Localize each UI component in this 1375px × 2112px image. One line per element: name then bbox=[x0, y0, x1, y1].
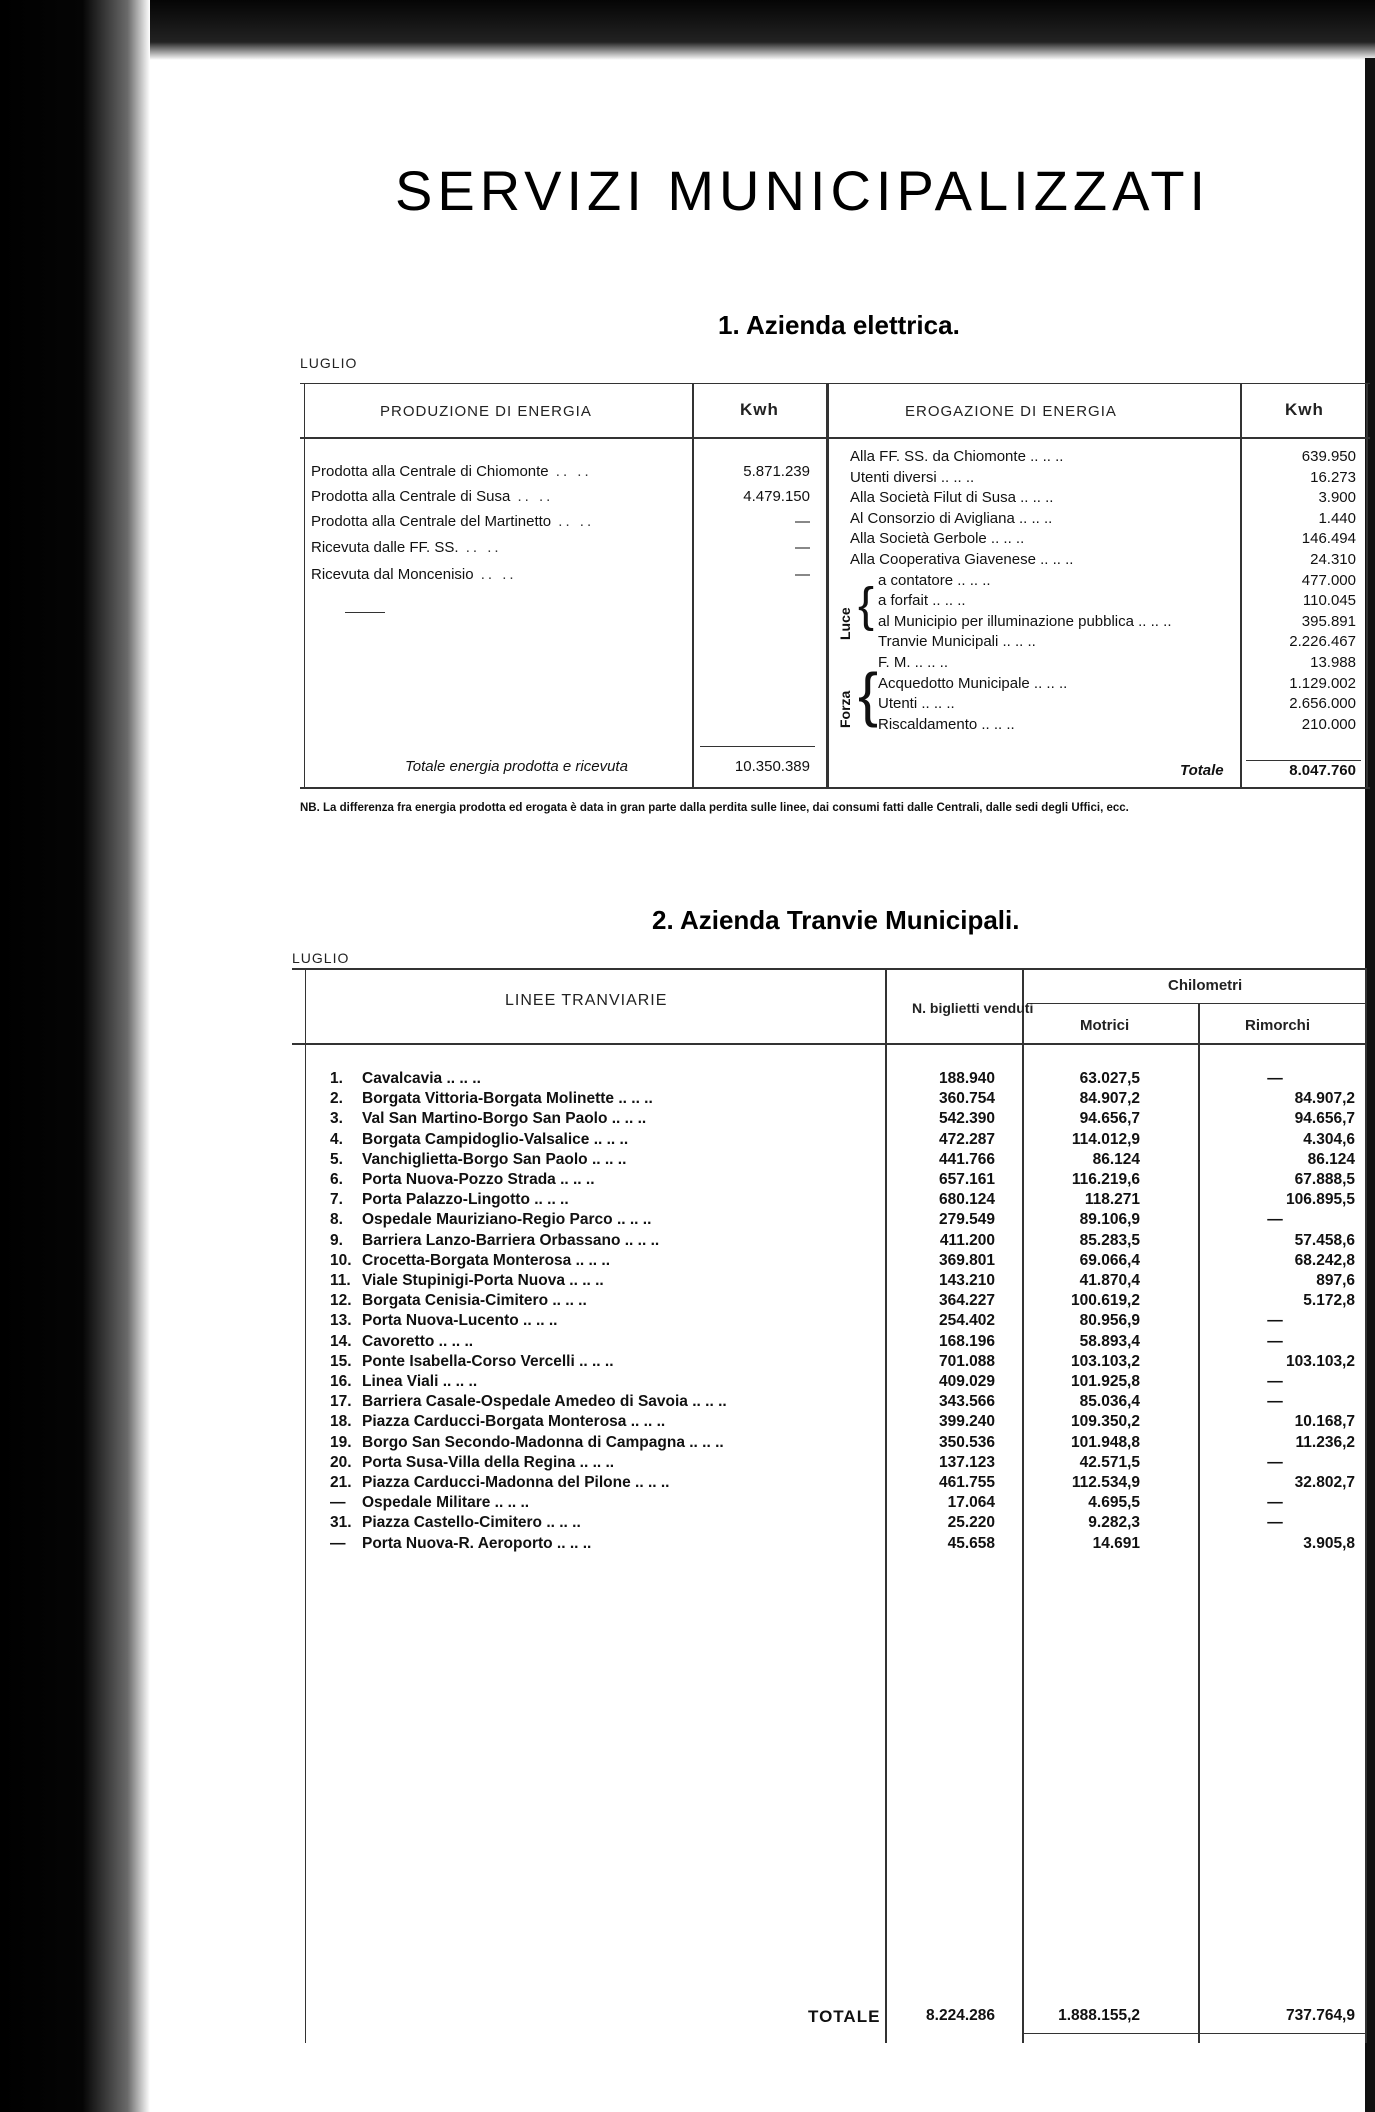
tram-row-motrici: 114.012,9 bbox=[1071, 1131, 1140, 1148]
distribution-total-value: 8.047.760 bbox=[1289, 762, 1356, 779]
tram-row-number: 31. bbox=[330, 1514, 352, 1531]
production-row-value: 4.479.150 bbox=[743, 488, 810, 505]
tram-row-tickets: 441.766 bbox=[938, 1151, 995, 1168]
tram-row-number: 19. bbox=[330, 1434, 352, 1451]
distribution-row-label: Utenti diversi .. .. .. bbox=[850, 469, 975, 486]
tram-row-motrici: 109.350,2 bbox=[1071, 1413, 1140, 1430]
tram-row-name: Borgata Cenisia-Cimitero .. .. .. bbox=[362, 1292, 587, 1309]
tram-row-rimorchi: 32.802,7 bbox=[1294, 1474, 1355, 1491]
section2-title: 2. Azienda Tranvie Municipali. bbox=[652, 905, 1020, 935]
tram-row-motrici: 101.925,8 bbox=[1071, 1373, 1140, 1390]
tram-row-name: Porta Susa-Villa della Regina .. .. .. bbox=[362, 1454, 615, 1471]
distribution-header: EROGAZIONE DI ENERGIA bbox=[905, 403, 1117, 420]
tram-row-number: 14. bbox=[330, 1333, 352, 1350]
tram-row-name: Piazza Carducci-Madonna del Pilone .. .. .. bbox=[362, 1474, 670, 1491]
distribution-row-label: Utenti .. .. .. bbox=[878, 695, 955, 712]
group-label-forza: Forza bbox=[837, 690, 853, 728]
tram-row-name: Porta Nuova-Lucento .. .. .. bbox=[362, 1312, 558, 1329]
tram-row-tickets: 143.210 bbox=[938, 1272, 995, 1289]
tram-total-motrici: 1.888.155,2 bbox=[1058, 2007, 1140, 2024]
tram-row-number: 8. bbox=[330, 1211, 343, 1228]
tram-row-tickets: 350.536 bbox=[938, 1434, 995, 1451]
tram-row-number: 3. bbox=[330, 1110, 343, 1127]
tram-row-motrici: 63.027,5 bbox=[1079, 1070, 1140, 1087]
tram-row-motrici: 42.571,5 bbox=[1079, 1454, 1140, 1471]
tram-row-number: 6. bbox=[330, 1171, 343, 1188]
tram-row-motrici: 94.656,7 bbox=[1079, 1110, 1140, 1127]
tram-row-tickets: 411.200 bbox=[939, 1232, 995, 1249]
tram-row-number: 11. bbox=[330, 1272, 351, 1289]
tram-row-rimorchi: 67.888,5 bbox=[1294, 1171, 1355, 1188]
tram-row-motrici: 58.893,4 bbox=[1079, 1333, 1140, 1350]
production-row-label: Ricevuta dal Moncenisio .. .. bbox=[311, 566, 517, 583]
tram-row-number: 16. bbox=[330, 1373, 352, 1390]
tram-row-tickets: 542.390 bbox=[938, 1110, 995, 1127]
production-total-label: Totale energia prodotta e ricevuta bbox=[405, 758, 628, 775]
tram-row-rimorchi: 897,6 bbox=[1316, 1272, 1355, 1289]
tram-row-name: Vanchiglietta-Borgo San Paolo .. .. .. bbox=[362, 1151, 627, 1168]
section1-month: LUGLIO bbox=[300, 355, 358, 371]
tram-total-rimorchi: 737.764,9 bbox=[1286, 2007, 1355, 2024]
production-row-value: — bbox=[795, 539, 810, 556]
distribution-row-label: Alla Società Gerbole .. .. .. bbox=[850, 530, 1025, 547]
distribution-row-label: Tranvie Municipali .. .. .. bbox=[878, 633, 1036, 650]
tram-row-name: Ponte Isabella-Corso Vercelli .. .. .. bbox=[362, 1353, 614, 1370]
production-row-value: — bbox=[795, 566, 810, 583]
distribution-row-value: 2.226.467 bbox=[1289, 633, 1356, 650]
tram-row-number: 18. bbox=[330, 1413, 352, 1430]
tram-row-motrici: 118.271 bbox=[1084, 1191, 1140, 1208]
tram-row-motrici: 85.036,4 bbox=[1079, 1393, 1140, 1410]
production-unit: Kwh bbox=[740, 400, 779, 419]
tram-row-rimorchi: 94.656,7 bbox=[1294, 1110, 1355, 1127]
tram-row-rimorchi: — bbox=[1267, 1211, 1283, 1228]
distribution-row-value: 639.950 bbox=[1301, 448, 1356, 465]
tram-row-tickets: 279.549 bbox=[938, 1211, 995, 1228]
tram-row-number: 5. bbox=[330, 1151, 343, 1168]
tram-row-tickets: 369.801 bbox=[938, 1252, 995, 1269]
tram-row-rimorchi: 84.907,2 bbox=[1294, 1090, 1355, 1107]
tram-row-name: Porta Nuova-Pozzo Strada .. .. .. bbox=[362, 1171, 595, 1188]
tram-row-tickets: 472.287 bbox=[938, 1131, 995, 1148]
tram-row-name: Barriera Casale-Ospedale Amedeo di Savoia .. .. .. bbox=[362, 1393, 727, 1410]
section2-month: LUGLIO bbox=[292, 950, 350, 966]
section1-title: 1. Azienda elettrica. bbox=[718, 310, 960, 340]
tram-row-name: Val San Martino-Borgo San Paolo .. .. .. bbox=[362, 1110, 647, 1127]
tram-row-number: 9. bbox=[330, 1232, 343, 1249]
tram-row-rimorchi: — bbox=[1267, 1333, 1283, 1350]
distribution-row-label: F. M. .. .. .. bbox=[878, 654, 949, 671]
distribution-row-label: Alla Società Filut di Susa .. .. .. bbox=[850, 489, 1054, 506]
tram-row-rimorchi: — bbox=[1267, 1514, 1283, 1531]
distribution-row-value: 146.494 bbox=[1301, 530, 1356, 547]
tram-row-tickets: 360.754 bbox=[938, 1090, 995, 1107]
tram-row-name: Ospedale Mauriziano-Regio Parco .. .. .. bbox=[362, 1211, 652, 1228]
tram-row-tickets: 45.658 bbox=[947, 1535, 995, 1552]
tram-row-number: — bbox=[330, 1535, 346, 1552]
distribution-row-value: 110.045 bbox=[1302, 592, 1356, 609]
distribution-row-value: 477.000 bbox=[1301, 572, 1356, 589]
tram-row-rimorchi: — bbox=[1267, 1070, 1283, 1087]
tram-row-rimorchi: 5.172,8 bbox=[1303, 1292, 1355, 1309]
tram-row-rimorchi: 3.905,8 bbox=[1303, 1535, 1355, 1552]
tram-header-tickets: N. biglietti venduti bbox=[912, 1000, 1034, 1016]
tram-row-motrici: 100.619,2 bbox=[1071, 1292, 1140, 1309]
tram-row-number: 13. bbox=[330, 1312, 352, 1329]
tram-row-motrici: 80.956,9 bbox=[1079, 1312, 1140, 1329]
tram-row-motrici: 69.066,4 bbox=[1079, 1252, 1140, 1269]
tram-row-number: 2. bbox=[330, 1090, 343, 1107]
tram-row-rimorchi: 106.895,5 bbox=[1286, 1191, 1355, 1208]
tram-row-name: Viale Stupinigi-Porta Nuova .. .. .. bbox=[362, 1272, 604, 1289]
tram-row-name: Barriera Lanzo-Barriera Orbassano .. .. .. bbox=[362, 1232, 660, 1249]
tram-row-name: Piazza Carducci-Borgata Monterosa .. .. .. bbox=[362, 1413, 666, 1430]
distribution-row-label: Al Consorzio di Avigliana .. .. .. bbox=[850, 510, 1053, 527]
page-title: SERVIZI MUNICIPALIZZATI bbox=[395, 159, 1211, 222]
tram-row-rimorchi: 4.304,6 bbox=[1303, 1131, 1355, 1148]
distribution-row-label: al Municipio per illuminazione pubblica .. .. .. bbox=[878, 613, 1172, 630]
tram-row-motrici: 84.907,2 bbox=[1079, 1090, 1140, 1107]
distribution-row-label: Acquedotto Municipale .. .. .. bbox=[878, 675, 1068, 692]
tram-row-motrici: 86.124 bbox=[1092, 1151, 1140, 1168]
distribution-row-value: 1.440 bbox=[1318, 510, 1356, 527]
luce-brace-icon: { bbox=[858, 579, 875, 632]
tram-row-name: Borgo San Secondo-Madonna di Campagna .. .. .. bbox=[362, 1434, 724, 1451]
tram-row-rimorchi: 103.103,2 bbox=[1286, 1353, 1355, 1370]
tram-row-rimorchi: — bbox=[1267, 1494, 1283, 1511]
production-header: PRODUZIONE DI ENERGIA bbox=[380, 403, 592, 420]
tram-row-tickets: 680.124 bbox=[938, 1191, 995, 1208]
production-row-value: — bbox=[795, 513, 810, 530]
tram-row-number: 12. bbox=[330, 1292, 352, 1309]
distribution-row-label: a forfait .. .. .. bbox=[878, 592, 966, 609]
distribution-unit: Kwh bbox=[1285, 400, 1324, 419]
tram-row-number: 1. bbox=[330, 1070, 343, 1087]
tram-row-motrici: 85.283,5 bbox=[1079, 1232, 1140, 1249]
production-row-label: Prodotta alla Centrale del Martinetto .. .. bbox=[311, 513, 595, 530]
tram-header-rimorchi: Rimorchi bbox=[1245, 1017, 1311, 1034]
production-row-label: Prodotta alla Centrale di Susa .. .. bbox=[311, 488, 554, 505]
tram-row-tickets: 461.755 bbox=[938, 1474, 995, 1491]
distribution-row-value: 1.129.002 bbox=[1289, 675, 1356, 692]
tram-row-number: — bbox=[330, 1494, 346, 1511]
tram-row-motrici: 89.106,9 bbox=[1079, 1211, 1140, 1228]
tram-row-rimorchi: 57.458,6 bbox=[1294, 1232, 1355, 1249]
tram-row-number: 17. bbox=[330, 1393, 352, 1410]
tram-header-motrici: Motrici bbox=[1080, 1017, 1130, 1034]
tram-row-tickets: 25.220 bbox=[947, 1514, 995, 1531]
tram-row-tickets: 188.940 bbox=[938, 1070, 995, 1087]
tram-row-name: Crocetta-Borgata Monterosa .. .. .. bbox=[362, 1252, 611, 1269]
tram-row-rimorchi: 68.242,8 bbox=[1294, 1252, 1355, 1269]
tram-row-name: Cavalcavia .. .. .. bbox=[362, 1070, 481, 1087]
tram-row-name: Porta Palazzo-Lingotto .. .. .. bbox=[362, 1191, 569, 1208]
tram-row-number: 10. bbox=[330, 1252, 352, 1269]
group-label-luce: Luce bbox=[837, 607, 853, 640]
tram-row-tickets: 343.566 bbox=[938, 1393, 995, 1410]
tram-row-name: Ospedale Militare .. .. .. bbox=[362, 1494, 530, 1511]
tram-row-tickets: 657.161 bbox=[938, 1171, 995, 1188]
tram-row-name: Porta Nuova-R. Aeroporto .. .. .. bbox=[362, 1535, 592, 1552]
distribution-row-value: 2.656.000 bbox=[1289, 695, 1356, 712]
tram-row-number: 7. bbox=[330, 1191, 343, 1208]
distribution-row-label: Riscaldamento .. .. .. bbox=[878, 716, 1015, 733]
production-row-label: Ricevuta dalle FF. SS. .. .. bbox=[311, 539, 502, 556]
distribution-row-label: a contatore .. .. .. bbox=[878, 572, 991, 589]
tram-row-number: 15. bbox=[330, 1353, 352, 1370]
tram-total-tickets: 8.224.286 bbox=[926, 2007, 995, 2024]
tram-row-rimorchi: — bbox=[1267, 1393, 1283, 1410]
distribution-row-value: 3.900 bbox=[1318, 489, 1356, 506]
distribution-row-value: 16.273 bbox=[1310, 469, 1356, 486]
tram-row-motrici: 101.948,8 bbox=[1071, 1434, 1140, 1451]
tram-row-name: Borgata Campidoglio-Valsalice .. .. .. bbox=[362, 1131, 629, 1148]
tram-row-tickets: 364.227 bbox=[938, 1292, 995, 1309]
tram-row-motrici: 116.219,6 bbox=[1071, 1171, 1140, 1188]
tram-row-rimorchi: 10.168,7 bbox=[1294, 1413, 1355, 1430]
tram-row-motrici: 4.695,5 bbox=[1088, 1494, 1140, 1511]
tram-row-tickets: 17.064 bbox=[947, 1494, 995, 1511]
tram-row-rimorchi: 86.124 bbox=[1307, 1151, 1355, 1168]
tram-row-rimorchi: 11.236,2 bbox=[1295, 1434, 1355, 1451]
production-row-label: Prodotta alla Centrale di Chiomonte .. .. bbox=[311, 463, 592, 480]
distribution-row-label: Alla FF. SS. da Chiomonte .. .. .. bbox=[850, 448, 1064, 465]
tram-row-tickets: 254.402 bbox=[938, 1312, 995, 1329]
tram-row-tickets: 701.088 bbox=[938, 1353, 995, 1370]
tram-row-rimorchi: — bbox=[1267, 1373, 1283, 1390]
tram-row-name: Cavoretto .. .. .. bbox=[362, 1333, 474, 1350]
tram-row-name: Linea Viali .. .. .. bbox=[362, 1373, 478, 1390]
tram-row-motrici: 103.103,2 bbox=[1071, 1353, 1140, 1370]
tram-header-lines: LINEE TRANVIARIE bbox=[505, 992, 668, 1009]
tram-row-number: 21. bbox=[330, 1474, 352, 1491]
tram-row-motrici: 14.691 bbox=[1092, 1535, 1140, 1552]
distribution-row-value: 13.988 bbox=[1310, 654, 1356, 671]
tram-row-tickets: 399.240 bbox=[938, 1413, 995, 1430]
distribution-row-value: 24.310 bbox=[1310, 551, 1356, 568]
distribution-row-value: 210.000 bbox=[1301, 716, 1356, 733]
tram-row-motrici: 9.282,3 bbox=[1088, 1514, 1140, 1531]
tram-row-tickets: 168.196 bbox=[938, 1333, 995, 1350]
distribution-row-label: Alla Cooperativa Giavenese .. .. .. bbox=[850, 551, 1074, 568]
tram-row-name: Piazza Castello-Cimitero .. .. .. bbox=[362, 1514, 581, 1531]
tram-row-tickets: 137.123 bbox=[938, 1454, 995, 1471]
tram-total-label: TOTALE bbox=[808, 2007, 881, 2026]
forza-brace-icon: { bbox=[858, 661, 879, 728]
tram-row-motrici: 112.534,9 bbox=[1071, 1474, 1140, 1491]
production-row-value: 5.871.239 bbox=[743, 463, 810, 480]
distribution-total-label: Totale bbox=[1180, 762, 1224, 779]
distribution-row-value: 395.891 bbox=[1301, 613, 1356, 630]
tram-row-name: Borgata Vittoria-Borgata Molinette .. .. .. bbox=[362, 1090, 653, 1107]
section1-note: NB. La differenza fra energia prodotta ed erogata è data in gran parte dalla perdita sulle linee, dai consumi fatti dalle Centrali, dalle sedi degli Uffici, ecc. bbox=[300, 802, 1129, 814]
tram-row-tickets: 409.029 bbox=[938, 1373, 995, 1390]
production-total-value: 10.350.389 bbox=[734, 758, 810, 775]
tram-row-rimorchi: — bbox=[1267, 1454, 1283, 1471]
tram-row-rimorchi: — bbox=[1267, 1312, 1283, 1329]
tram-header-km: Chilometri bbox=[1168, 977, 1243, 994]
tram-row-number: 20. bbox=[330, 1454, 352, 1471]
tram-row-number: 4. bbox=[330, 1131, 343, 1148]
tram-row-motrici: 41.870,4 bbox=[1079, 1272, 1140, 1289]
